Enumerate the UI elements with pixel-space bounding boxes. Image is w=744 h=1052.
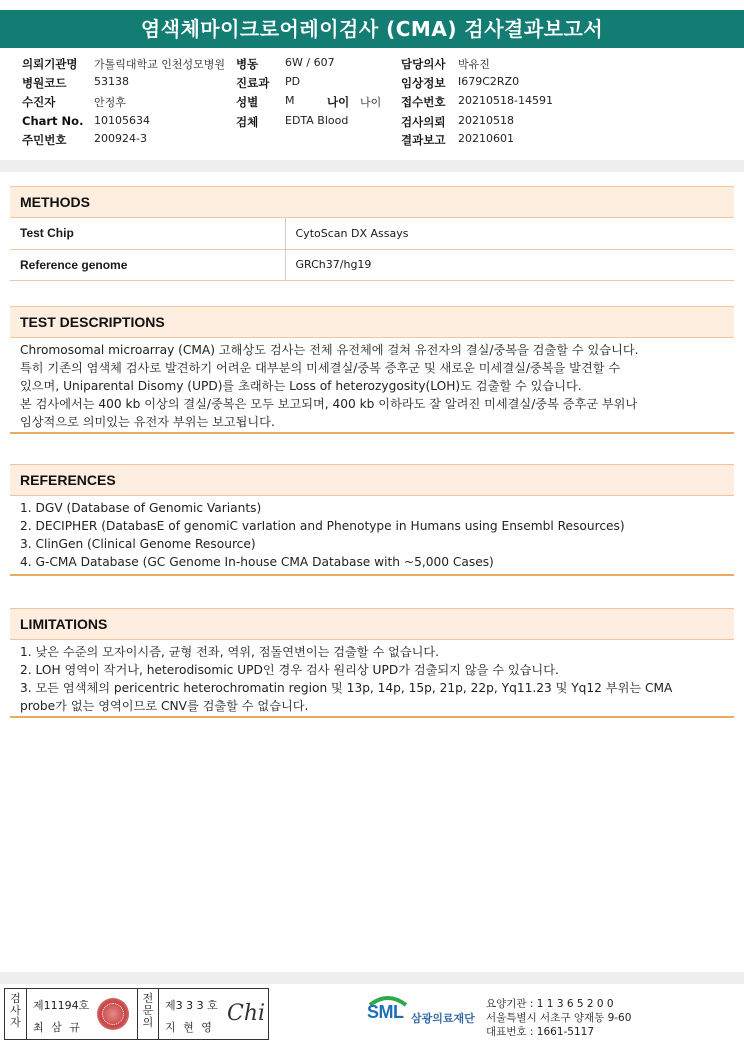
examiner-name: 최 삼 규: [33, 1021, 82, 1034]
paragraph-line: Chromosomal microarray (CMA) 고해상도 검사는 전체 유전체에 걸쳐 유전자의 결실/중복을 검출할 수 있습니다.: [20, 343, 639, 357]
methods-header: METHODS: [10, 187, 734, 218]
paragraph-line: 있으며, Uniparental Disomy (UPD)를 초래하는 Loss of heterozygosity(LOH)도 검출할 수 있습니다.: [20, 379, 582, 393]
specimen-label: 검체: [236, 115, 259, 129]
limitations-section: [10, 608, 734, 718]
references-section: [10, 464, 734, 576]
limitations-list: [10, 640, 734, 718]
test-descriptions-header: TEST DESCRIPTIONS: [10, 307, 734, 338]
official-seal: [97, 998, 129, 1030]
list-item: 4. G-CMA Database (GC Genome In-house CMA Database with ~5,000 Cases): [20, 555, 494, 569]
info-row-2: [0, 75, 744, 93]
footer-separator: [0, 972, 744, 984]
list-item: 1. 낮은 수준의 모자이시즘, 균형 전좌, 역위, 점돌연변이는 검출할 수 없습니다.: [20, 645, 440, 659]
org-name: 삼광의료재단: [411, 1012, 475, 1025]
ward-label: 병동: [236, 57, 259, 71]
report-date-value: 20210601: [458, 132, 514, 145]
list-item: 2. DECIPHER (DatabasE of genomiC varIation and Phenotype in Humans using Ensembl Resources): [20, 519, 625, 533]
patient-info: [0, 54, 744, 154]
info-row-4: [0, 114, 744, 132]
table-row: [10, 218, 734, 249]
chart-value: 10105634: [94, 114, 150, 127]
report-date-label: 결과보고: [401, 133, 446, 147]
ward-value: 6W / 607: [285, 56, 335, 69]
specialist-name: 지 현 영: [165, 1021, 214, 1034]
methods-row-label: Test Chip: [10, 218, 285, 249]
specialist-column-label: [137, 989, 159, 1039]
institution-label: 의뢰기관명: [22, 57, 78, 71]
examiner-col-text: 검사자: [10, 992, 21, 1029]
signature: Chi: [227, 1001, 266, 1026]
paragraph-line: 본 검사에서는 400 kb 이상의 결실/중복은 모두 보고되며, 400 kb 이하라도 잘 알려진 미세결실/중복 증후군 부위나: [20, 397, 638, 411]
specialist-col-text: 전문의: [142, 992, 154, 1029]
examiner-column-label: [5, 989, 27, 1039]
logo-text: SML: [367, 1002, 404, 1022]
references-header: REFERENCES: [10, 465, 734, 496]
phone: 대표번호 : 1661-5117: [486, 1026, 595, 1038]
methods-row-value: GRCh37/hg19: [285, 249, 734, 280]
resident-value: 200924-3: [94, 132, 147, 145]
list-item: 3. 모든 염색체의 pericentric heterochromatin region 및 13p, 14p, 15p, 21p, 22p, Yq11.23 및 Yq12 부위는 CMA: [20, 681, 673, 695]
methods-row-value: CytoScan DX Assays: [285, 218, 734, 249]
hospital-code-value: 53138: [94, 75, 129, 88]
examinee-value: 안정후: [94, 96, 126, 109]
report-title: 염색체마이크로어레이검사 (CMA) 검사결과보고서: [0, 10, 744, 48]
methods-row-label: Reference genome: [10, 249, 285, 280]
table-row: [10, 249, 734, 280]
care-code: 요양기관 : 1 1 3 6 5 2 0 0: [486, 998, 614, 1010]
test-descriptions-body: [10, 338, 734, 434]
info-row-1: [0, 56, 744, 74]
doctor-label: 담당의사: [401, 57, 446, 71]
receipt-label: 접수번호: [401, 95, 446, 109]
methods-section: [10, 186, 734, 281]
examinee-label: 수진자: [22, 95, 56, 109]
specialist-license: 제3 3 3 호: [165, 999, 218, 1012]
list-item: 3. ClinGen (Clinical Genome Resource): [20, 537, 256, 551]
examiner-license: 제11194호: [33, 999, 90, 1012]
chart-label: Chart No.: [22, 114, 84, 128]
department-value: PD: [285, 75, 301, 88]
test-descriptions-section: [10, 306, 734, 434]
info-row-5: [0, 132, 744, 150]
sex-value: M: [285, 94, 295, 107]
limitations-header: LIMITATIONS: [10, 609, 734, 640]
methods-table: [10, 218, 734, 281]
specimen-value: EDTA Blood: [285, 114, 349, 127]
list-item: probe가 없는 영역이므로 CNV를 검출할 수 없습니다.: [20, 699, 309, 713]
clinical-info-label: 임상정보: [401, 76, 446, 90]
doctor-value: 박유진: [458, 58, 490, 71]
clinical-info-value: I679C2RZ0: [458, 75, 520, 88]
paragraph-line: 특히 기존의 염색체 검사로 발견하기 어려운 대부분의 미세결실/중복 증후군 및 새로운 미세결실/중복을 발견할 수: [20, 361, 621, 375]
request-label: 검사의뢰: [401, 115, 446, 129]
sex-label: 성별: [236, 95, 259, 109]
paragraph-line: 임상적으로 의미있는 유전자 부위는 보고됩니다.: [20, 415, 275, 429]
signature-box: [4, 988, 269, 1040]
info-row-3: [0, 94, 744, 112]
hospital-code-label: 병원코드: [22, 76, 67, 90]
request-value: 20210518: [458, 114, 514, 127]
list-item: 1. DGV (Database of Genomic Variants): [20, 501, 262, 515]
address: 서울특별시 서초구 양재동 9-60: [486, 1012, 632, 1024]
institution-value: 가톨릭대학교 인천성모병원: [94, 58, 226, 71]
department-label: 진료과: [236, 76, 270, 90]
resident-label: 주민번호: [22, 133, 67, 147]
receipt-value: 20210518-14591: [458, 94, 553, 107]
age-value: 나이: [360, 96, 382, 109]
list-item: 2. LOH 영역이 작거나, heterodisomic UPD인 경우 검사 원리상 UPD가 검출되지 않을 수 있습니다.: [20, 663, 559, 677]
age-label: 나이: [327, 95, 350, 109]
separator-band: [0, 160, 744, 172]
references-list: [10, 496, 734, 574]
